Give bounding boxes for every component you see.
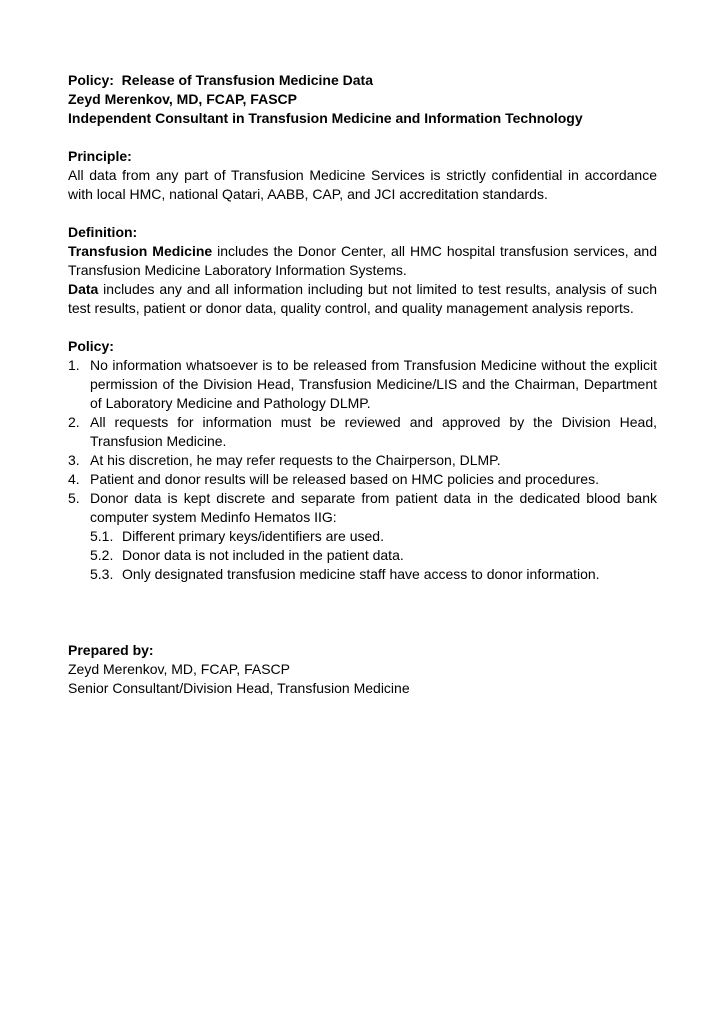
- definition-heading: Definition:: [68, 224, 138, 240]
- policy-item-1-text: No information whatsoever is to be released from Transfusion Medicine without the explicit permission of the Division Head, Transfusion Medicine/LIS and the Chairman, Department of Laboratory Medicine and Pathology DLMP.: [90, 357, 657, 411]
- policy-sublist: [90, 527, 657, 584]
- principle-section: [68, 147, 657, 204]
- document-title: Policy: Release of Transfusion Medicine Data: [68, 72, 373, 88]
- definition-section: [68, 223, 657, 318]
- policy-subitem-5-1-number: 5.1.: [90, 528, 114, 544]
- policy-subitem-5-1-text: Different primary keys/identifiers are used.: [122, 528, 384, 544]
- policy-item-3-text: At his discretion, he may refer requests to the Chairperson, DLMP.: [90, 452, 501, 468]
- policy-item-1: [68, 356, 657, 413]
- principle-paragraph: All data from any part of Transfusion Medicine Services is strictly confidential in accordance with local HMC, national Qatari, AABB, CAP, and JCI accreditation standards.: [68, 167, 657, 202]
- policy-item-3: [68, 451, 657, 470]
- policy-section: [68, 337, 657, 584]
- policy-subitem-5-2-number: 5.2.: [90, 547, 114, 563]
- policy-list: [68, 356, 657, 584]
- definition-text-data: includes any and all information including but not limited to test results, analysis of such test results, patient or donor data, quality control, and quality management analysis reports.: [68, 281, 657, 316]
- definition-paragraph-data: [68, 280, 657, 318]
- definition-text-transfusion-medicine: includes the Donor Center, all HMC hospital transfusion services, and Transfusion Medicine Laboratory Information Systems.: [68, 243, 657, 278]
- policy-item-2-number: 2.: [68, 414, 80, 430]
- document-header: [68, 71, 657, 128]
- prepared-by-role: Senior Consultant/Division Head, Transfusion Medicine: [68, 680, 410, 696]
- policy-item-4-text: Patient and donor results will be released based on HMC policies and procedures.: [90, 471, 599, 487]
- definition-term-transfusion-medicine: Transfusion Medicine: [68, 243, 213, 259]
- prepared-by-name: Zeyd Merenkov, MD, FCAP, FASCP: [68, 661, 290, 677]
- policy-item-4: [68, 470, 657, 489]
- policy-item-4-number: 4.: [68, 471, 80, 487]
- policy-item-5: [68, 489, 657, 527]
- policy-subitem-5-1: [90, 527, 657, 546]
- policy-heading: Policy:: [68, 338, 114, 354]
- policy-subitem-5-2: [90, 546, 657, 565]
- policy-item-5-text: Donor data is kept discrete and separate from patient data in the dedicated blood bank computer system Medinfo Hematos IIG:: [90, 490, 657, 525]
- policy-item-2: [68, 413, 657, 451]
- author-name-line: Zeyd Merenkov, MD, FCAP, FASCP: [68, 91, 297, 107]
- policy-item-1-number: 1.: [68, 357, 80, 373]
- policy-item-5-number: 5.: [68, 490, 80, 506]
- policy-item-3-number: 3.: [68, 452, 80, 468]
- policy-subitem-5-3-text: Only designated transfusion medicine staff have access to donor information.: [122, 566, 600, 582]
- policy-item-2-text: All requests for information must be reviewed and approved by the Division Head, Transfusion Medicine.: [90, 414, 657, 449]
- definition-term-data: Data: [68, 281, 99, 297]
- prepared-by-section: [68, 641, 657, 698]
- author-role-line: Independent Consultant in Transfusion Medicine and Information Technology: [68, 110, 583, 126]
- prepared-by-heading: Prepared by:: [68, 642, 154, 658]
- policy-subitem-5-3-number: 5.3.: [90, 566, 114, 582]
- principle-heading: Principle:: [68, 148, 132, 164]
- definition-paragraph-transfusion-medicine: [68, 242, 657, 280]
- policy-subitem-5-2-text: Donor data is not included in the patient data.: [122, 547, 404, 563]
- policy-subitem-5-3: [90, 565, 657, 584]
